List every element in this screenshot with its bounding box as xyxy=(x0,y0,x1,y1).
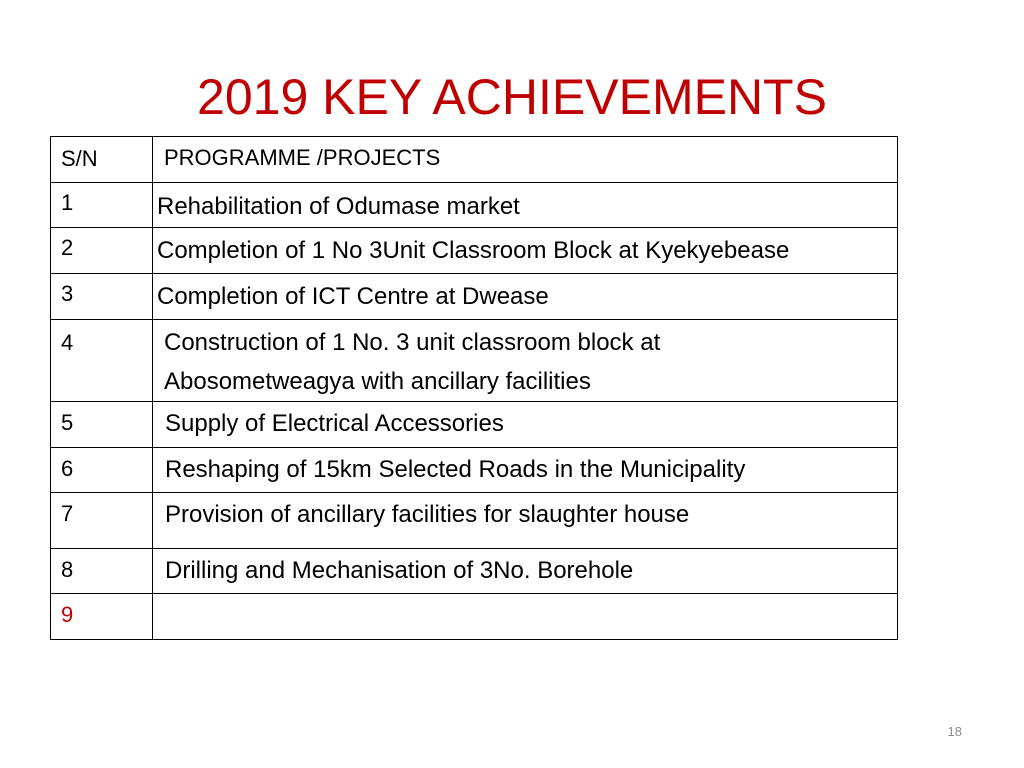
sn-cell xyxy=(51,448,153,493)
row-sn: 1 xyxy=(61,190,74,215)
row-sn: 2 xyxy=(61,235,74,260)
table-row xyxy=(51,594,898,640)
table-row xyxy=(51,228,898,274)
row-programme: Reshaping of 15km Selected Roads in the Municipality xyxy=(165,456,746,483)
table-row xyxy=(51,183,898,228)
table-row xyxy=(51,402,898,448)
programme-cell xyxy=(153,448,898,493)
row-sn: 9 xyxy=(61,602,74,627)
row-programme: Rehabilitation of Odumase market xyxy=(157,193,520,220)
row-programme: Completion of ICT Centre at Dwease xyxy=(157,283,549,310)
row-programme xyxy=(153,594,897,600)
sn-cell xyxy=(51,274,153,320)
row-programme: Drilling and Mechanisation of 3No. Borehole xyxy=(165,557,634,584)
row-sn: 5 xyxy=(61,410,74,435)
table-row xyxy=(51,320,898,402)
programme-cell xyxy=(153,274,898,320)
programme-cell xyxy=(153,549,898,594)
programme-cell xyxy=(153,493,898,549)
row-sn: 3 xyxy=(61,281,74,306)
sn-cell xyxy=(51,594,153,640)
row-programme: Completion of 1 No 3Unit Classroom Block at Kyekyebease xyxy=(157,237,790,264)
header-cell-sn xyxy=(51,137,153,183)
row-sn: 7 xyxy=(61,501,74,526)
programme-cell xyxy=(153,228,898,274)
header-sn-label: S/N xyxy=(61,146,98,171)
header-cell-programme xyxy=(153,137,898,183)
programme-cell xyxy=(153,320,898,402)
row-programme: Supply of Electrical Accessories xyxy=(165,410,504,437)
page-number: 18 xyxy=(947,724,962,739)
row-sn: 8 xyxy=(61,557,74,582)
row-programme: Construction of 1 No. 3 unit classroom block at Abosometweagya with ancillary facilities xyxy=(164,329,661,395)
sn-cell xyxy=(51,402,153,448)
table-row xyxy=(51,448,898,493)
achievements-table xyxy=(50,136,898,640)
sn-cell xyxy=(51,493,153,549)
row-sn: 6 xyxy=(61,456,74,481)
sn-cell xyxy=(51,549,153,594)
slide-title: 2019 KEY ACHIEVEMENTS xyxy=(197,69,827,125)
table-row xyxy=(51,493,898,549)
programme-cell xyxy=(153,402,898,448)
sn-cell xyxy=(51,183,153,228)
row-programme: Provision of ancillary facilities for slaughter house xyxy=(165,501,690,528)
programme-cell xyxy=(153,183,898,228)
programme-cell xyxy=(153,594,898,640)
table-row xyxy=(51,549,898,594)
header-programme-label: PROGRAMME /PROJECTS xyxy=(164,145,441,170)
table-row xyxy=(51,274,898,320)
table-header-row xyxy=(51,137,898,183)
sn-cell xyxy=(51,228,153,274)
row-sn: 4 xyxy=(61,330,74,355)
sn-cell xyxy=(51,320,153,402)
